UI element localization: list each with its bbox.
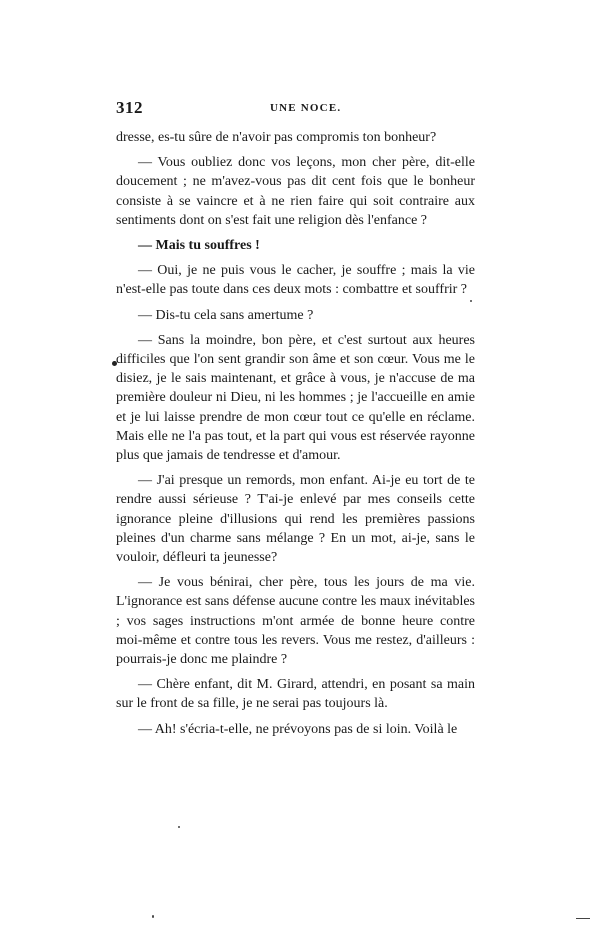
paragraph: — Mais tu souffres ! (138, 238, 260, 254)
paragraph: — J'ai presque un remords, mon enfant. Ai-je eu tort de te rendre aussi sérieuse ? T'ai-je enlevé par mes conseils cette ignorance pleine d'illusions qui rend les premières passions pleines d'un charme sans mélange ? En un mot, ai-je, sans le vouloir, défleuri ta jeunesse? (116, 473, 475, 566)
paper-speck (576, 918, 590, 919)
paragraph: — Vous oubliez donc vos leçons, mon cher père, dit-elle doucement ; ne m'avez-vous pas dit cent fois que le bonheur consiste à se vaincre et à ne rien faire qui soit contraire aux sentiments dont on s'est fait une religion dès l'enfance ? (116, 155, 475, 228)
paragraph: — Ah! s'écria-t-elle, ne prévoyons pas de si loin. Voilà le (138, 721, 458, 737)
paper-speck (178, 826, 180, 828)
paper-speck (152, 915, 154, 918)
paragraph: — Sans la moindre, bon père, et c'est surtout aux heures difficiles que l'on sent grandir son âme et son cœur. Vous me le disiez, je le sais maintenant, et grâce à vous, je n'accuse de ma première douleur ni Dieu, ni les hommes ; je l'accueille en amie et je lui laisse prendre de mon cœur tout ce qu'elle en réclame. Mais elle ne l'a pas tout, et la part qui vous est réservée rayonne plus que jamais de tendresse et d'amour. (116, 332, 475, 464)
paragraph: dresse, es-tu sûre de n'avoir pas compromis ton bonheur? (116, 130, 437, 145)
running-title: UNE NOCE. (270, 102, 342, 114)
page-number: 312 (116, 98, 143, 117)
paragraph: — Oui, je ne puis vous le cacher, je souffre ; mais la vie n'est-elle pas toute dans ces deux mots : combattre et souffrir ? (116, 263, 475, 298)
body-text (116, 128, 475, 745)
paper-speck (470, 300, 472, 302)
paragraph: — Chère enfant, dit M. Girard, attendri, en posant sa main sur le front de sa fille, je ne serai pas toujours là. (116, 677, 475, 712)
paragraph: — Je vous bénirai, cher père, tous les jours de ma vie. L'ignorance est sans défense aucune contre les maux inévitables ; vos sages instructions m'ont armée de bonne heure contre moi-même et contre tous les revers. Vous me restez, d'ailleurs : pourrais-je donc me plaindre ? (116, 575, 475, 668)
page-header (116, 98, 473, 120)
paragraph: — Dis-tu cela sans amertume ? (138, 307, 314, 323)
